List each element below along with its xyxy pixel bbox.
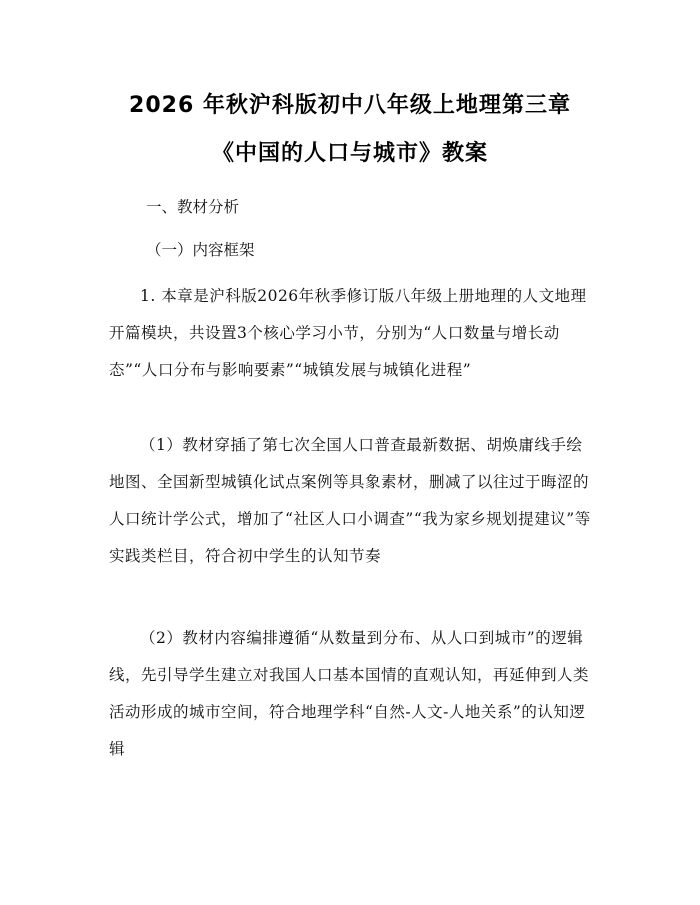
paragraph-content-logic: （2）教材内容编排遵循“从数量到分布、从人口到城市”的逻辑线，先引导学生建立对我国人口基本国情的直观认知，再延伸到人类活动形成的城市空间，符合地理学科“自然-人文-人地关系”的认知逻辑 [109,629,590,758]
paragraph-chapter-overview: 1. 本章是沪科版2026年秋季修订版八年级上册地理的人文地理开篇模块，共设置3个核心学习小节，分别为“人口数量与增长动态”“人口分布与影响要素”“城镇发展与城镇化进程” [109,287,587,379]
document-title-line-1: 2026 年秋沪科版初中八年级上地理第三章 [129,93,571,118]
subsection-heading-content-framework: （一）内容框架 [146,241,255,259]
paragraph-textbook-materials: （1）教材穿插了第七次全国人口普查最新数据、胡焕庸线手绘地图、全国新型城镇化试点案例等具象素材，删减了以往过于晦涩的人口统计学公式，增加了“社区人口小调查”“我为家乡规划提建议”等实践类栏目，符合初中学生的认知节奏 [109,436,591,565]
section-heading-textbook-analysis: 一、教材分析 [146,198,240,216]
document-title-line-2: 《中国的人口与城市》教案 [211,141,488,166]
